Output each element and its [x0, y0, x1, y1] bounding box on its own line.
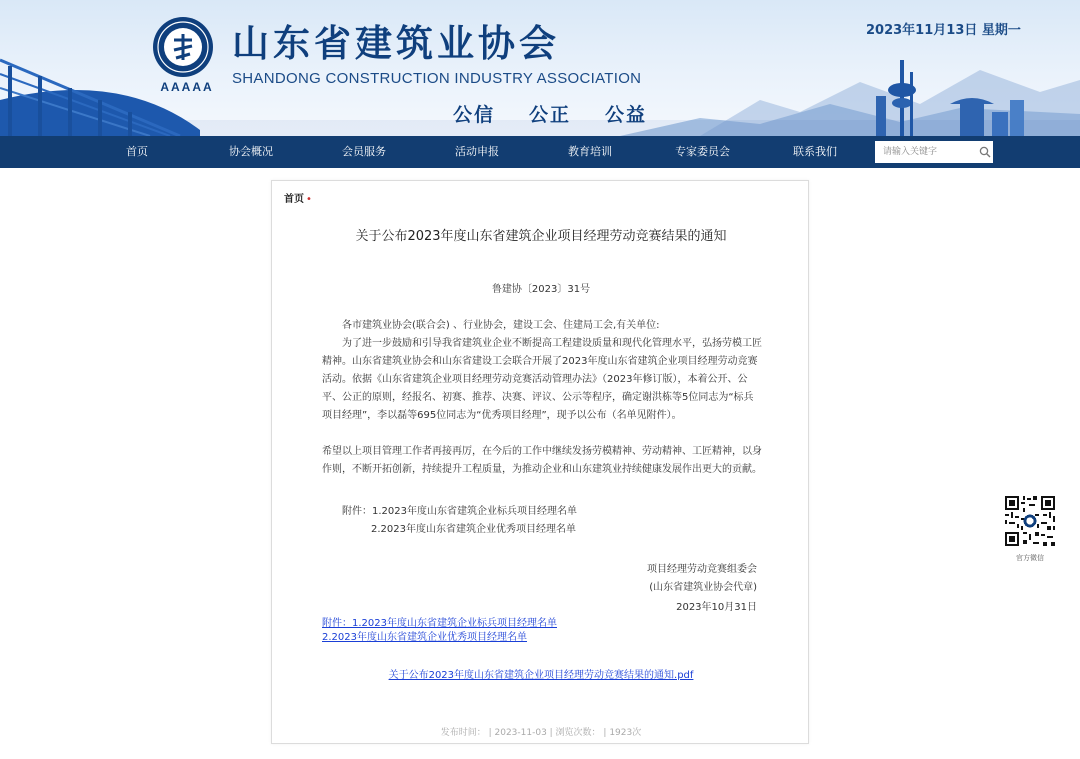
attachment-link-1[interactable]: 附件：1.2023年度山东省建筑企业标兵项目经理名单 — [322, 618, 557, 629]
nav-item-member-services[interactable]: 会员服务 — [342, 145, 386, 158]
signature-org: 项目经理劳动竞赛组委会 — [647, 564, 757, 575]
search-icon[interactable] — [979, 146, 991, 158]
association-logo-icon — [152, 16, 214, 78]
nav-item-about[interactable]: 协会概况 — [229, 145, 273, 158]
breadcrumb — [284, 190, 312, 205]
main-nav — [0, 136, 1080, 168]
slogan-1: 公信 — [453, 104, 496, 126]
qr-caption: 官方微信 — [1016, 554, 1044, 562]
nav-item-contact[interactable]: 联系我们 — [793, 145, 837, 158]
attachment-link-2[interactable]: 2.2023年度山东省建筑企业优秀项目经理名单 — [322, 632, 527, 643]
breadcrumb-home[interactable]: 首页 — [284, 194, 304, 205]
slogan-3: 公益 — [605, 104, 648, 126]
article-card — [271, 180, 809, 744]
site-title: 山东省建筑业协会 — [232, 22, 560, 65]
header-banner — [0, 0, 1080, 136]
attachment-item-1: 附件：1.2023年度山东省建筑企业标兵项目经理名单 — [342, 506, 577, 517]
article-title: 关于公布2023年度山东省建筑企业项目经理劳动竞赛结果的通知 — [355, 229, 727, 244]
nav-item-home[interactable]: 首页 — [126, 145, 148, 158]
slogan-2: 公正 — [529, 104, 572, 126]
rating-badge: AAAAA — [160, 80, 214, 94]
paragraph-1: 为了进一步鼓励和引导我省建筑业企业不断提高工程建设质量和现代化管理水平，弘扬劳模工匠精神。山东省建筑业协会和山东省建设工会联合开展了2023年度山东省建筑企业项目经理劳动竞赛活动。依据《山东省建筑企业项目经理劳动竞赛活动管理办法》（2023年修订版），本着公开、公平、公正的原则，经报名、初赛、推荐、决赛、评议、公示等程序，确定谢洪栋等5位同志为“标兵项目经理”，李以磊等695位同志为“优秀项目经理”，现予以公布（名单见附件）。 — [322, 338, 762, 421]
nav-item-training[interactable]: 教育培训 — [568, 145, 612, 158]
site-title-english: SHANDONG CONSTRUCTION INDUSTRY ASSOCIATION — [232, 70, 642, 87]
breadcrumb-separator: • — [306, 194, 312, 205]
greeting-text: 各市建筑业协会(联合会) 、行业协会，建设工会、住建局工会,有关单位: — [342, 320, 660, 331]
wechat-qr-code-icon — [1003, 494, 1057, 548]
paragraph-2: 希望以上项目管理工作者再接再厉，在今后的工作中继续发扬劳模精神、劳动精神、工匠精神，以身作则，不断开拓创新，持续提升工程质量，为推动企业和山东建筑业持续健康发展作出更大的贡献。 — [322, 446, 762, 475]
pdf-download-link[interactable]: 关于公布2023年度山东省建筑企业项目经理劳动竞赛结果的通知.pdf — [388, 670, 694, 681]
pdf-link-row — [272, 666, 810, 681]
current-date: 2023年11月13日 星期一 — [866, 23, 1021, 38]
signature-proxy: (山东省建筑业协会代章) — [649, 582, 757, 593]
signature-date: 2023年10月31日 — [676, 602, 757, 613]
article-meta: 发布时间： | 2023-11-03 | 浏览次数： | 1923次 — [440, 728, 642, 738]
search-input[interactable] — [875, 141, 993, 163]
nav-item-expert-committee[interactable]: 专家委员会 — [675, 145, 730, 158]
slogan-group — [453, 100, 647, 127]
nav-item-activity-declaration[interactable]: 活动申报 — [455, 145, 499, 158]
document-number: 鲁建协〔2023〕31号 — [491, 284, 591, 295]
attachment-item-2: 2.2023年度山东省建筑企业优秀项目经理名单 — [371, 524, 576, 535]
